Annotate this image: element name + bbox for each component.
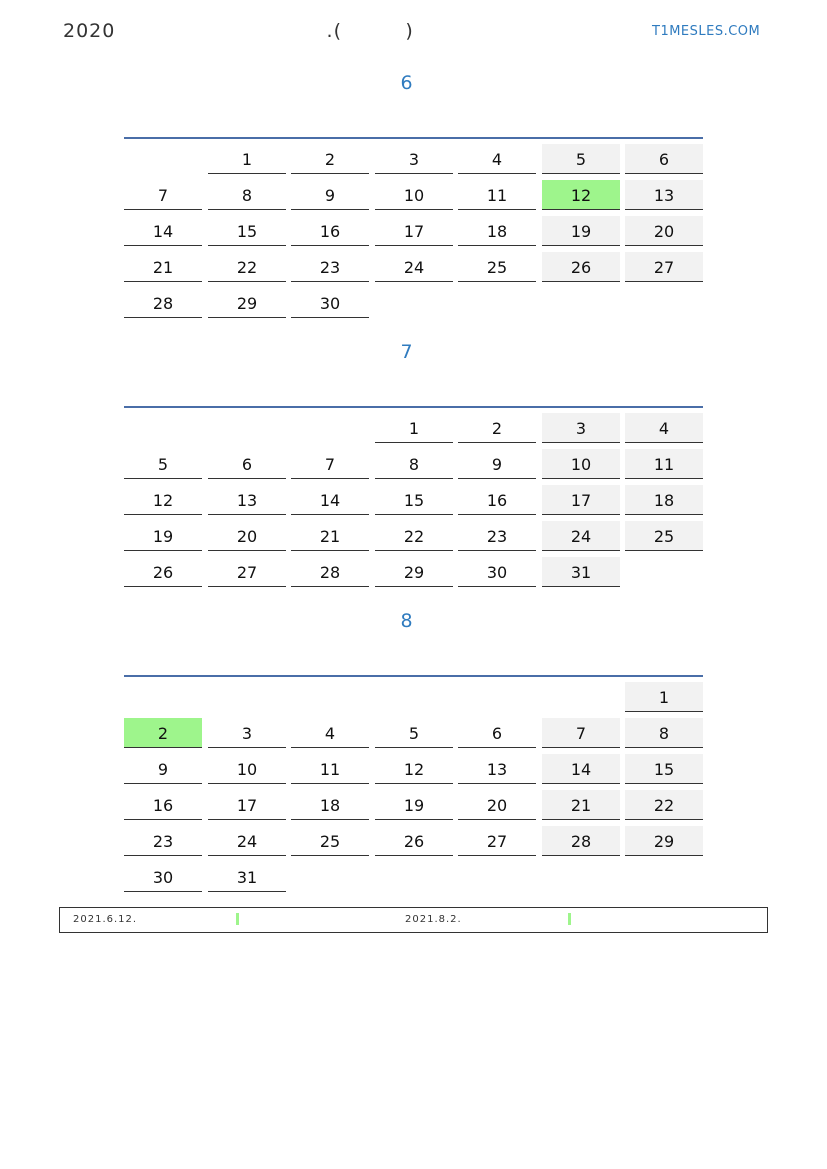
day-cell: 6	[208, 449, 286, 479]
legend-date-1: 2021.6.12.	[73, 914, 138, 925]
legend-swatch-2	[568, 913, 571, 925]
day-cell: 31	[542, 557, 620, 587]
day-cell: 21	[291, 521, 369, 551]
day-cell: 1	[208, 144, 286, 174]
day-cell: 4	[458, 144, 536, 174]
day-cell: 11	[291, 754, 369, 784]
day-cell: 3	[375, 144, 453, 174]
day-cell: 19	[375, 790, 453, 820]
day-cell: 25	[458, 252, 536, 282]
day-cell: 13	[458, 754, 536, 784]
day-cell: 17	[208, 790, 286, 820]
day-cell: 21	[542, 790, 620, 820]
day-cell: 25	[291, 826, 369, 856]
day-cell: 24	[542, 521, 620, 551]
day-cell: 22	[208, 252, 286, 282]
day-cell: 14	[542, 754, 620, 784]
day-cell: 27	[625, 252, 703, 282]
day-cell: 17	[542, 485, 620, 515]
day-cell: 26	[124, 557, 202, 587]
day-cell: 10	[375, 180, 453, 210]
day-cell: 29	[208, 288, 286, 318]
day-cell: 18	[458, 216, 536, 246]
day-cell: 28	[124, 288, 202, 318]
day-cell: 10	[542, 449, 620, 479]
day-cell: 18	[291, 790, 369, 820]
day-cell: 12	[542, 180, 620, 210]
day-cell: 9	[291, 180, 369, 210]
month-title: 7	[400, 341, 413, 363]
day-cell: 14	[124, 216, 202, 246]
day-cell: 7	[124, 180, 202, 210]
day-cell: 10	[208, 754, 286, 784]
day-cell: 18	[625, 485, 703, 515]
day-cell: 1	[625, 682, 703, 712]
day-cell: 11	[625, 449, 703, 479]
day-cell: 31	[208, 862, 286, 892]
day-cell: 5	[375, 718, 453, 748]
legend-swatch-1	[236, 913, 239, 925]
month-divider	[124, 406, 703, 408]
day-cell: 26	[375, 826, 453, 856]
day-cell: 16	[291, 216, 369, 246]
day-cell: 24	[208, 826, 286, 856]
day-cell: 3	[542, 413, 620, 443]
day-cell: 28	[291, 557, 369, 587]
day-cell: 7	[542, 718, 620, 748]
day-cell: 25	[625, 521, 703, 551]
day-cell: 24	[375, 252, 453, 282]
day-cell: 6	[625, 144, 703, 174]
day-cell: 12	[375, 754, 453, 784]
day-cell: 4	[291, 718, 369, 748]
month-divider	[124, 675, 703, 677]
day-cell: 21	[124, 252, 202, 282]
day-cell: 15	[625, 754, 703, 784]
day-cell: 20	[625, 216, 703, 246]
day-cell: 17	[375, 216, 453, 246]
day-cell: 13	[625, 180, 703, 210]
day-cell: 9	[124, 754, 202, 784]
day-cell: 5	[542, 144, 620, 174]
month-divider	[124, 137, 703, 139]
day-cell: 20	[458, 790, 536, 820]
day-cell: 6	[458, 718, 536, 748]
day-cell: 30	[124, 862, 202, 892]
day-cell: 27	[458, 826, 536, 856]
day-cell: 2	[458, 413, 536, 443]
day-cell: 7	[291, 449, 369, 479]
day-cell: 15	[208, 216, 286, 246]
day-cell: 8	[375, 449, 453, 479]
day-cell: 14	[291, 485, 369, 515]
legend-box	[59, 907, 768, 933]
day-cell: 19	[542, 216, 620, 246]
day-cell: 29	[375, 557, 453, 587]
day-cell: 26	[542, 252, 620, 282]
day-cell: 16	[124, 790, 202, 820]
legend-date-2: 2021.8.2.	[405, 914, 462, 925]
day-cell: 22	[375, 521, 453, 551]
day-cell: 15	[375, 485, 453, 515]
day-cell: 8	[208, 180, 286, 210]
day-cell: 9	[458, 449, 536, 479]
day-cell: 12	[124, 485, 202, 515]
brand-link[interactable]: T1MESLES.COM	[652, 24, 761, 39]
day-cell: 3	[208, 718, 286, 748]
day-cell: 23	[124, 826, 202, 856]
month-title: 8	[400, 610, 413, 632]
day-cell: 27	[208, 557, 286, 587]
day-cell: 4	[625, 413, 703, 443]
day-cell: 23	[291, 252, 369, 282]
month-title: 6	[400, 72, 413, 94]
day-cell: 30	[291, 288, 369, 318]
day-cell: 2	[291, 144, 369, 174]
day-cell: 13	[208, 485, 286, 515]
day-cell: 22	[625, 790, 703, 820]
day-cell: 20	[208, 521, 286, 551]
page-title: 2020 .( )	[63, 20, 414, 42]
day-cell: 19	[124, 521, 202, 551]
day-cell: 8	[625, 718, 703, 748]
day-cell: 11	[458, 180, 536, 210]
day-cell: 1	[375, 413, 453, 443]
day-cell: 5	[124, 449, 202, 479]
day-cell: 23	[458, 521, 536, 551]
day-cell: 28	[542, 826, 620, 856]
day-cell: 30	[458, 557, 536, 587]
day-cell: 16	[458, 485, 536, 515]
day-cell: 2	[124, 718, 202, 748]
day-cell: 29	[625, 826, 703, 856]
